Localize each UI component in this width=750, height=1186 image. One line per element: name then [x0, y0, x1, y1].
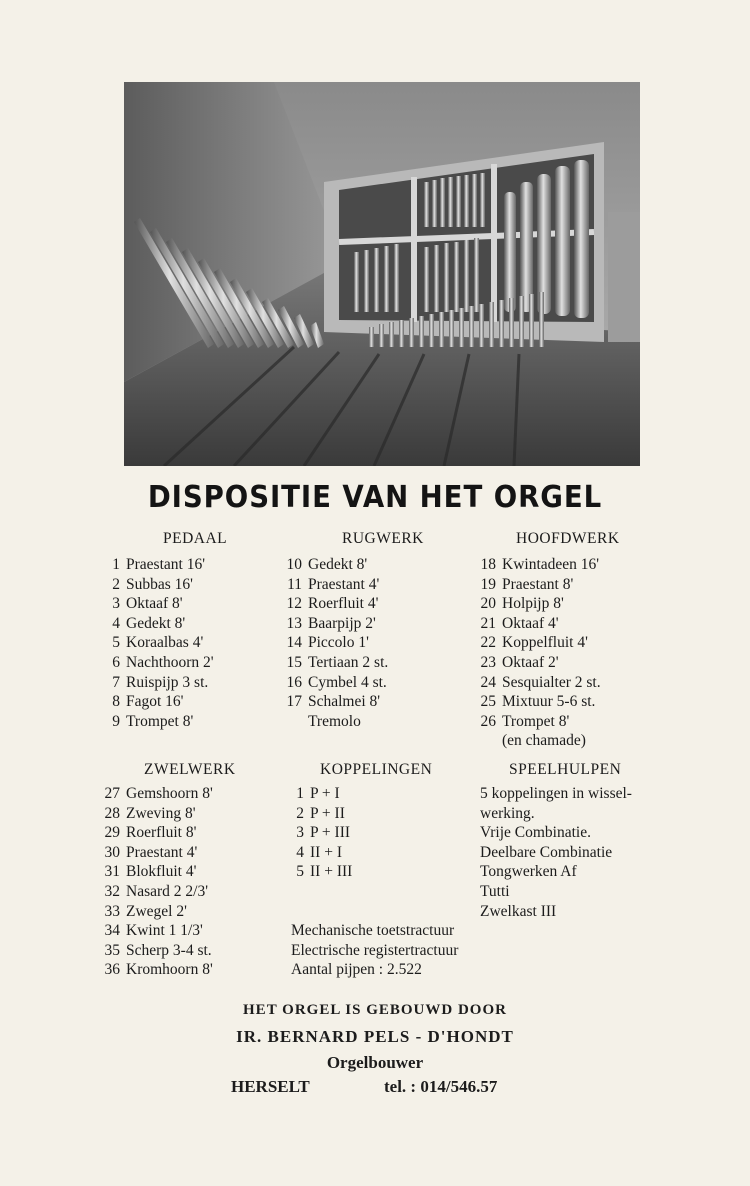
stop-item: [100, 712, 214, 732]
stop-item: [476, 575, 601, 595]
stop-number: 33: [104, 902, 120, 920]
tractuur-info: [291, 921, 458, 980]
speelhulpen-item: Vrije Combinatie.: [480, 824, 591, 842]
stop-name: Ruispijp 3 st.: [126, 673, 209, 691]
stop-number: 20: [480, 595, 496, 613]
stop-name: Fagot 16': [126, 693, 184, 711]
stop-name: Holpijp 8': [502, 595, 564, 613]
stop-number: 3: [112, 595, 120, 613]
builder-city: HERSELT: [231, 1077, 310, 1096]
pedaal-heading: PEDAAL: [163, 530, 228, 547]
stop-name: Koppelfluit 4': [502, 634, 588, 652]
stop-name: Cymbel 4 st.: [308, 673, 387, 691]
stop-name: P + II: [310, 804, 345, 822]
stop-name: Trompet 8': [126, 712, 194, 730]
stop-number: 4: [296, 843, 304, 861]
stop-number: 1: [112, 556, 120, 573]
stop-item: [288, 804, 352, 824]
stop-number: 17: [286, 693, 302, 711]
stop-name: Piccolo 1': [308, 634, 369, 652]
zwelwerk-heading: ZWELWERK: [144, 761, 236, 778]
stop-name: Subbas 16': [126, 575, 193, 593]
speelhulpen-item: Zwelkast III: [480, 902, 557, 920]
stop-item: [476, 692, 601, 712]
pedaal-list: [100, 555, 214, 731]
stop-item: [100, 614, 214, 634]
speelhulpen-item: 5 koppelingen in wissel-: [480, 785, 632, 802]
stop-number: 18: [480, 556, 496, 573]
stop-item: [288, 784, 352, 804]
stop-number: 13: [286, 614, 302, 632]
rugwerk-heading: RUGWERK: [342, 530, 424, 547]
stop-item: [282, 594, 388, 614]
stop-name: Praestant 4': [126, 843, 198, 861]
zwelwerk-list: [100, 784, 213, 980]
stop-number: 14: [286, 634, 302, 652]
stop-number: 9: [112, 712, 120, 730]
stop-name: Roerfluit 8': [126, 824, 197, 842]
stop-item: [282, 653, 388, 673]
stop-name: Roerfluit 4': [308, 595, 379, 613]
stop-number: 6: [112, 653, 120, 671]
organ-photo: [124, 82, 640, 466]
stop-number: 23: [480, 653, 496, 671]
stop-item: [288, 823, 352, 843]
stop-number: 16: [286, 673, 302, 691]
stop-name: Kwint 1 1/3': [126, 922, 203, 940]
stop-name: Trompet 8': [502, 712, 570, 730]
stop-item: [100, 575, 214, 595]
stop-item: [100, 862, 213, 882]
stop-number: 24: [480, 673, 496, 691]
stop-number: 30: [104, 843, 120, 861]
stop-number: 21: [480, 614, 496, 632]
stop-item: [282, 575, 388, 595]
stop-name: Tertiaan 2 st.: [308, 653, 389, 671]
stop-item: [282, 555, 388, 575]
stop-name: P + III: [310, 824, 351, 842]
stop-item: [100, 960, 213, 980]
stop-name: Kromhoorn 8': [126, 961, 213, 979]
stop-item: [288, 862, 352, 882]
stop-number: 36: [104, 961, 120, 979]
stop-number: 5: [112, 634, 120, 652]
stop-item: [476, 712, 601, 732]
stop-number: 22: [480, 634, 496, 652]
tractuur-line: Electrische registertractuur: [291, 941, 459, 959]
stop-number: 11: [287, 575, 302, 593]
speelhulpen-item: werking.: [480, 804, 535, 822]
speelhulpen-heading: SPEELHULPEN: [509, 761, 622, 778]
stop-number: 29: [104, 824, 120, 842]
stop-item: [100, 594, 214, 614]
stop-number: 19: [480, 575, 496, 593]
speelhulpen-item: Deelbare Combinatie: [480, 843, 613, 861]
stop-item: [100, 902, 213, 922]
stop-item: [282, 633, 388, 653]
stop-name: Praestant 16': [126, 556, 205, 573]
stop-number: 28: [104, 804, 120, 822]
stop-name: Oktaaf 8': [126, 595, 183, 613]
builder-intro: HET ORGEL IS GEBOUWD DOOR: [243, 1002, 507, 1018]
stop-extra: (en chamade): [502, 732, 586, 750]
builder-title: Orgelbouwer: [326, 1053, 424, 1072]
stop-item: [476, 614, 601, 634]
stop-item: [476, 594, 601, 614]
stop-number: 15: [286, 653, 302, 671]
stop-item: [100, 784, 213, 804]
stop-item: [476, 633, 601, 653]
tractuur-line: Mechanische toetstractuur: [291, 922, 455, 939]
koppelingen-list: [288, 784, 352, 882]
stop-name: Blokfluit 4': [126, 863, 197, 881]
stop-number: 2: [112, 575, 120, 593]
stop-item: [100, 843, 213, 863]
stop-item: [100, 921, 213, 941]
stop-name: P + I: [310, 785, 340, 802]
stop-number: 35: [104, 941, 120, 959]
stop-name: Oktaaf 4': [502, 614, 559, 632]
stop-name: II + III: [310, 863, 353, 881]
stop-name: Gedekt 8': [308, 556, 368, 573]
stop-item: [100, 804, 213, 824]
stop-number: 5: [296, 863, 304, 881]
stop-name: Zwegel 2': [126, 902, 187, 920]
stop-number: 3: [296, 824, 304, 842]
stop-item: [476, 555, 601, 575]
stop-item: [288, 843, 352, 863]
stop-item: [100, 692, 214, 712]
stop-name: Sesquialter 2 st.: [502, 673, 601, 691]
stop-name: Baarpijp 2': [308, 614, 376, 632]
stop-name: Koraalbas 4': [126, 634, 204, 652]
builder-name: IR. BERNARD PELS - D'HONDT: [236, 1027, 514, 1046]
stop-item: [100, 882, 213, 902]
stop-name: Praestant 8': [502, 575, 574, 593]
stop-item: [100, 823, 213, 843]
koppelingen-heading: KOPPELINGEN: [320, 761, 433, 778]
stop-number: 25: [480, 693, 496, 711]
hoofdwerk-list: [476, 555, 601, 751]
stop-number: 1: [296, 785, 304, 802]
stop-number: 27: [104, 785, 120, 802]
stop-name: Mixtuur 5-6 st.: [502, 693, 596, 711]
hoofdwerk-heading: HOOFDWERK: [516, 530, 620, 547]
stop-number: 31: [104, 863, 120, 881]
stop-name: Nachthoorn 2': [126, 653, 214, 671]
stop-extra: Tremolo: [308, 712, 361, 730]
stop-item: [100, 633, 214, 653]
stop-name: Scherp 3-4 st.: [126, 941, 212, 959]
stop-name: Schalmei 8': [308, 693, 381, 711]
speelhulpen-item: Tutti: [480, 882, 510, 900]
stop-number: 34: [104, 922, 120, 940]
stop-number: 4: [112, 614, 120, 632]
builder-phone: tel. : 014/546.57: [384, 1077, 498, 1096]
stop-number: 2: [296, 804, 304, 822]
stop-number: 7: [112, 673, 120, 691]
stop-number: 32: [104, 882, 120, 900]
stop-item: [100, 673, 214, 693]
stop-item: [476, 653, 601, 673]
speelhulpen-item: Tongwerken Af: [480, 863, 577, 881]
stop-item: [282, 614, 388, 634]
stop-item: [100, 555, 214, 575]
stop-name: II + I: [310, 843, 342, 861]
stop-item: [100, 653, 214, 673]
stop-item: [282, 673, 388, 693]
stop-name: Oktaaf 2': [502, 653, 559, 671]
stop-number: 8: [112, 693, 120, 711]
stop-name: Kwintadeen 16': [502, 556, 600, 573]
stop-name: Nasard 2 2/3': [126, 882, 208, 900]
stop-name: Praestant 4': [308, 575, 380, 593]
stop-number: 12: [286, 595, 302, 613]
speelhulpen-list: [480, 784, 632, 921]
stop-item: [476, 673, 601, 693]
stop-name: Gemshoorn 8': [126, 785, 213, 802]
tractuur-line: Aantal pijpen : 2.522: [291, 961, 422, 979]
stop-name: Gedekt 8': [126, 614, 186, 632]
stop-number: 10: [286, 556, 302, 573]
stop-name: Zweving 8': [126, 804, 196, 822]
page-title: DISPOSITIE VAN HET ORGEL: [147, 480, 603, 515]
stop-item: [282, 692, 388, 712]
stop-number: 26: [480, 712, 496, 730]
rugwerk-list: [282, 555, 388, 731]
stop-item: [100, 941, 213, 961]
